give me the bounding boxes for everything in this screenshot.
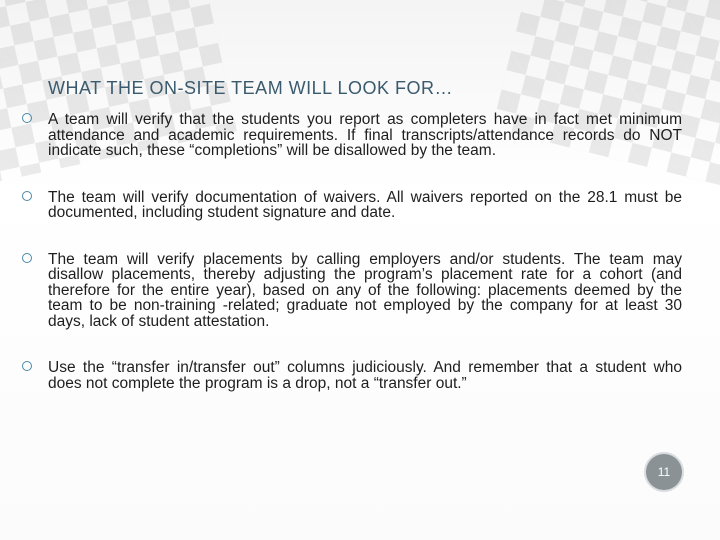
bullet-list [22,112,682,391]
circle-bullet-icon [22,113,32,123]
bullet-text: The team will verify documentation of waivers. All waivers reported on the 28.1 must be documented, including student signature and date. [48,188,682,221]
list-item [22,252,682,330]
list-item [22,112,682,159]
list-item [22,360,682,391]
bullet-text: A team will verify that the students you report as completers have in fact met minimum attendance and academic requirements. If final transcripts/attendance records do NOT indicate such, these “completions” will be disallowed by the team. [48,111,682,159]
page-number-badge: 11 [646,454,682,490]
circle-bullet-icon [22,253,32,263]
list-item [22,190,682,221]
slide-title: WHAT THE ON-SITE TEAM WILL LOOK FOR… [48,78,454,98]
bullet-text: Use the “transfer in/transfer out” columns judiciously. And remember that a student who does not complete the program is a drop, not a “transfer out.” [48,359,682,392]
bullet-text: The team will verify placements by calling employers and/or students. The team may disallow placements, thereby adjusting the program’s placement rate for a cohort (and therefore for the entire year), based on any of the following: placements deemed by the team to be non-training -related; graduate not employed by the company for at least 30 days, lack of student attestation. [48,250,682,330]
circle-bullet-icon [22,191,32,201]
circle-bullet-icon [22,361,32,371]
